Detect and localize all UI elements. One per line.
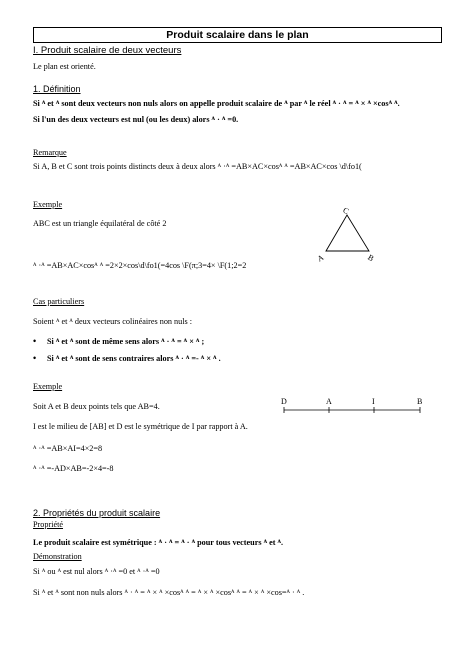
demo-heading: Démonstration: [33, 552, 82, 561]
point-d-label: D: [281, 397, 287, 406]
vertex-b-label: B: [366, 252, 376, 264]
point-a-label: A: [326, 397, 332, 406]
definition-line2: Si l'un des deux vecteurs est nul (ou les deux) alors ᴬ · ᴬ =0.: [33, 115, 239, 124]
cas-intro: Soient ᴬ et ᴬ deux vecteurs colinéaires non nuls :: [33, 317, 193, 326]
bullet-icon: •: [33, 353, 37, 363]
propriete-heading: Propriété: [33, 520, 64, 529]
exemple2-line1: Soit A et B deux points tels que AB=4.: [33, 402, 160, 411]
section2-heading: 2. Propriétés du produit scalaire: [33, 508, 161, 518]
remarque-heading: Remarque: [33, 148, 67, 157]
definition-heading: 1. Définition: [33, 84, 81, 94]
exemple1-text: ABC est un triangle équilatéral de côté 2: [33, 219, 167, 228]
point-i-label: I: [372, 397, 375, 406]
cas-heading: Cas particuliers: [33, 297, 85, 306]
exemple1-calc: ᴬ ·ᴬ =AB×AC×cosᴬ ᴬ =2×2×cos\d\fo1(=4cos \F(π;3=4× \F(1;2=2: [33, 261, 247, 270]
exemple1-heading: Exemple: [33, 200, 63, 209]
remarque-text: Si A, B et C sont trois points distincts deux à deux alors ᴬ ·ᴬ =AB×AC×cosᴬ ᴬ =AB×AC×cos \d\fo1(: [33, 162, 362, 171]
propriete-text: Le produit scalaire est symétrique : ᴬ · ᴬ = ᴬ · ᴬ pour tous vecteurs ᴬ et ᴬ.: [33, 538, 284, 547]
definition-line1: Si ᴬ et ᴬ sont deux vecteurs non nuls alors on appelle produit scalaire de ᴬ par ᴬ le réel ᴬ · ᴬ = ᴬ × ᴬ ×cosᴬ ᴬ.: [33, 99, 400, 108]
demo-line2: Si ᴬ et ᴬ sont non nuls alors ᴬ · ᴬ = ᴬ × ᴬ ×cosᴬ ᴬ = ᴬ × ᴬ ×cosᴬ ᴬ = ᴬ × ᴬ ×cos=ᴬ · ᴬ .: [33, 588, 305, 597]
intro-text: Le plan est orienté.: [33, 62, 96, 71]
exemple2-line3: ᴬ ·ᴬ =AB×AI=4×2=8: [33, 444, 103, 453]
triangle-figure: [314, 205, 384, 265]
point-b-label: B: [417, 397, 423, 406]
cas-item-1: Si ᴬ et ᴬ sont de même sens alors ᴬ · ᴬ = ᴬ × ᴬ ;: [47, 337, 205, 346]
section1-heading: I. Produit scalaire de deux vecteurs: [33, 45, 182, 56]
exemple2-line2: I est le milieu de [AB] et D est le symétrique de I par rapport à A.: [33, 422, 248, 431]
demo-line1: Si ᴬ ou ᴬ est nul alors ᴬ ·ᴬ =0 et ᴬ ·ᴬ =0: [33, 567, 160, 576]
cas-item-2: Si ᴬ et ᴬ sont de sens contraires alors ᴬ · ᴬ =- ᴬ × ᴬ .: [47, 354, 221, 363]
vertex-a-label: A: [315, 252, 326, 264]
bullet-icon: •: [33, 336, 37, 346]
number-line-figure: [278, 396, 428, 418]
vertex-c-label: C: [341, 205, 351, 217]
triangle-abc: [326, 215, 369, 251]
page-title: Produit scalaire dans le plan: [33, 27, 442, 43]
exemple2-line4: ᴬ ·ᴬ =-AD×AB=-2×4=-8: [33, 464, 114, 473]
exemple2-heading: Exemple: [33, 382, 63, 391]
